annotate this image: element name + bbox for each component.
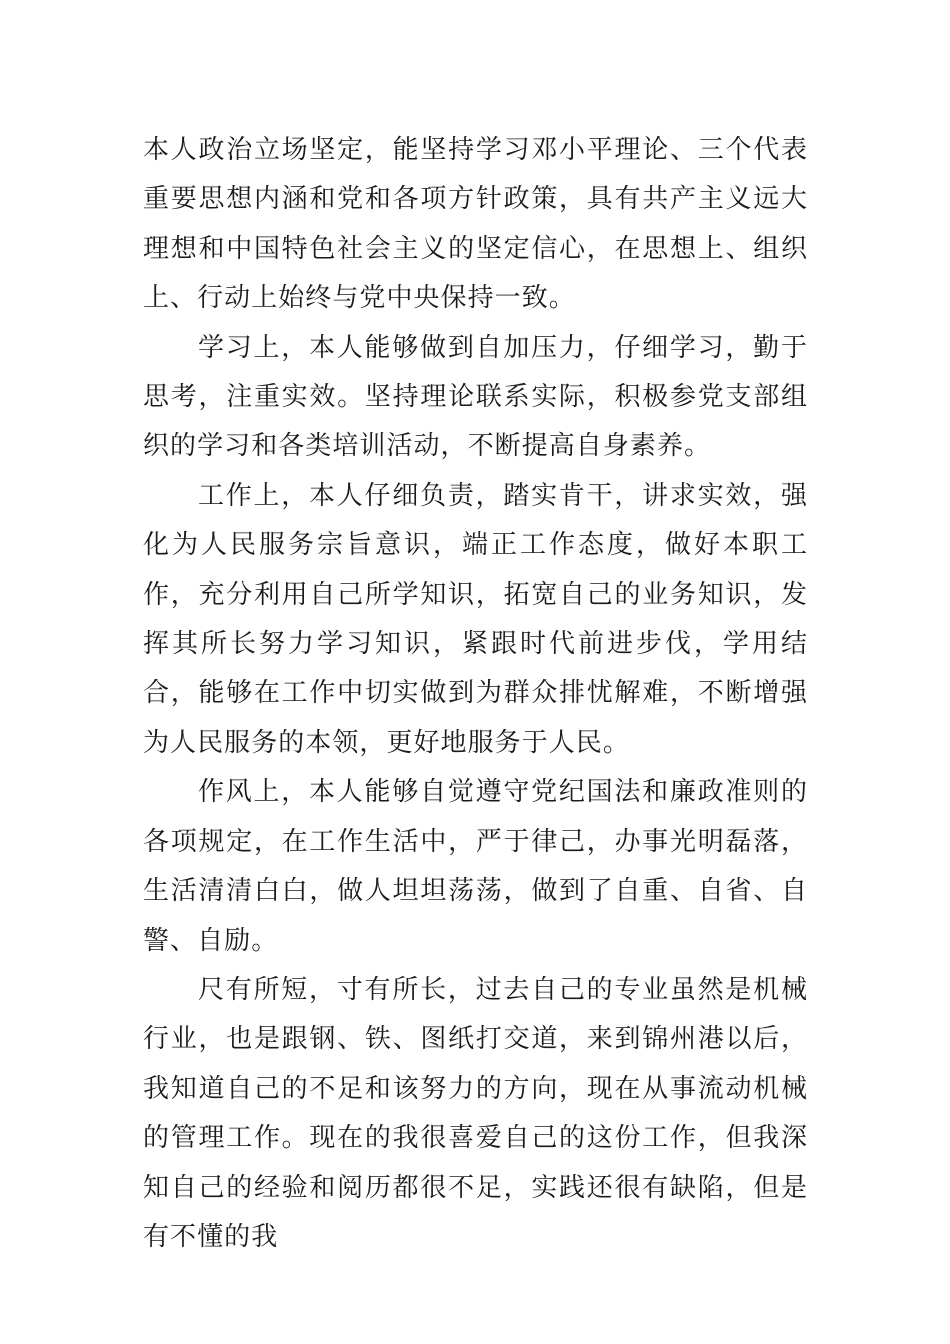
paragraph-study: 学习上，本人能够做到自加压力，仔细学习，勤于思考，注重实效。坚持理论联系实际，积极参党支部组织的学习和各类培训活动，不断提高自身素养。 (143, 332, 808, 462)
paragraph-self-assessment: 尺有所短，寸有所长，过去自己的专业虽然是机械行业，也是跟钢、铁、图纸打交道，来到锦州港以后，我知道自己的不足和该努力的方向，现在从事流动机械的管理工作。现在的我很喜爱自己的这份工作，但我深知自己的经验和阅历都很不足，实践还很有缺陷，但是有不懂的我 (143, 974, 808, 1252)
paragraph-conduct: 作风上，本人能够自觉遵守党纪国法和廉政准则的各项规定，在工作生活中，严于律己，办事光明磊落，生活清清白白，做人坦坦荡荡，做到了自重、自省、自警、自励。 (143, 777, 808, 956)
paragraph-work: 工作上，本人仔细负责，踏实肯干，讲求实效，强化为人民服务宗旨意识，端正工作态度，做好本职工作，充分利用自己所学知识，拓宽自己的业务知识，发挥其所长努力学习知识，紧跟时代前进步伐，学用结合，能够在工作中切实做到为群众排忧解难，不断增强为人民服务的本领，更好地服务于人民。 (143, 480, 808, 758)
paragraph-political-stance: 本人政治立场坚定，能坚持学习邓小平理论、三个代表重要思想内涵和党和各项方针政策，具有共产主义远大理想和中国特色社会主义的坚定信心，在思想上、组织上、行动上始终与党中央保持一致。 (143, 135, 808, 314)
document-body (143, 126, 808, 1262)
